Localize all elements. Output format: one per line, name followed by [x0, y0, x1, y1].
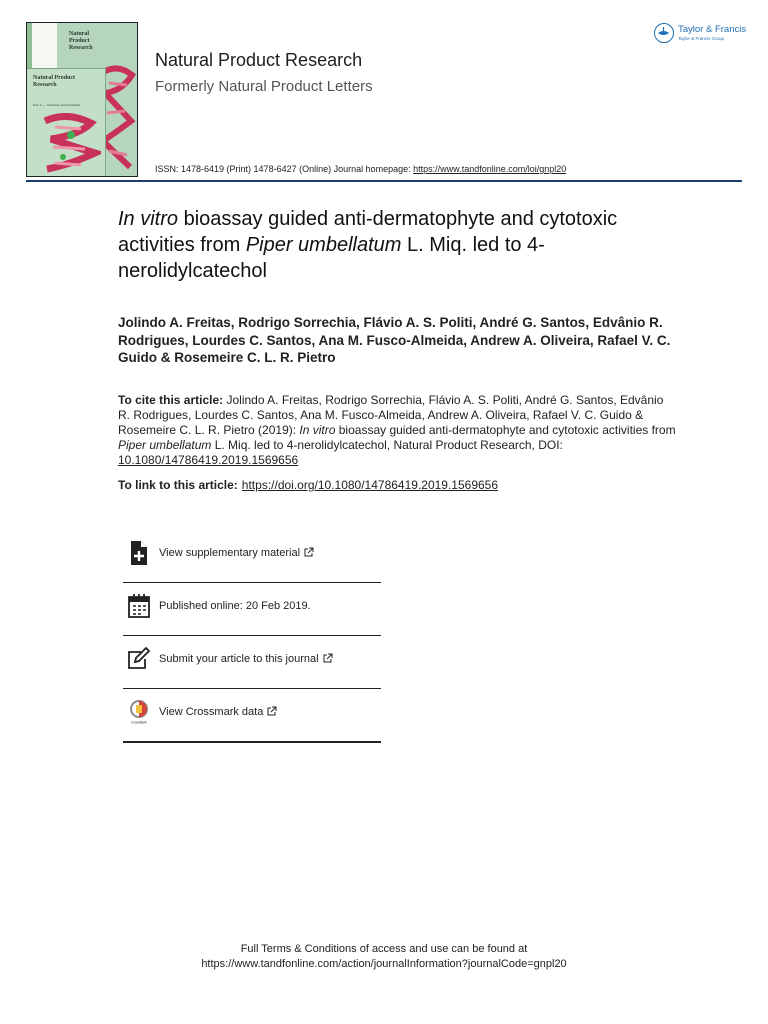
action-label: Submit your article to this journal: [159, 653, 333, 665]
citation-text-3: L. Miq. led to 4-nerolidylcatechol, Natural Product Research, DOI:: [211, 438, 563, 452]
file-plus-icon: [127, 540, 151, 566]
svg-text:CrossMark: CrossMark: [131, 720, 147, 725]
article-link-label: To link to this article:: [118, 478, 238, 492]
view-supplementary-material-link[interactable]: [123, 530, 381, 583]
journal-subtitle: Formerly Natural Product Letters: [155, 78, 373, 95]
edit-icon: [127, 646, 151, 672]
calendar-icon: [127, 593, 151, 619]
citation-italic-1: In vitro: [299, 423, 336, 437]
external-link-icon: [304, 547, 314, 557]
citation-label: To cite this article:: [118, 393, 224, 407]
cover-front-panel: [27, 68, 106, 177]
cover-title-text: Natural Product Research: [69, 31, 93, 51]
citation-italic-2: Piper umbellatum: [118, 438, 212, 452]
article-title: [118, 206, 678, 284]
article-title-italic-2: Piper umbellatum: [245, 234, 402, 256]
action-label: View Crossmark data: [159, 706, 277, 718]
citation-text-2: bioassay guided anti-dermatophyte and cytotoxic activities from: [335, 423, 676, 437]
published-online-date: Published online: 20 Feb 2019.: [159, 600, 311, 612]
issn-text: ISSN: 1478-6419 (Print) 1478-6427 (Online) Journal homepage:: [155, 164, 411, 174]
view-crossmark-link[interactable]: [123, 689, 381, 743]
external-link-icon: [323, 653, 333, 663]
journal-cover-image: [26, 22, 138, 177]
article-title-text-1: bioassay guided anti-dermatophyte and cytotoxic activities from: [118, 208, 618, 256]
citation-doi-link[interactable]: 10.1080/14786419.2019.1569656: [118, 453, 299, 467]
journal-title: Natural Product Research: [155, 50, 363, 70]
submit-article-link[interactable]: [123, 636, 381, 689]
external-link-icon: [267, 706, 277, 716]
publisher-name: Taylor & Francis: [678, 24, 747, 35]
journal-homepage-link[interactable]: https://www.tandfonline.com/loi/gnpl20: [413, 164, 567, 174]
taylor-francis-logo-icon: [654, 23, 674, 43]
terms-line-1: Full Terms & Conditions of access and use can be found at: [240, 943, 528, 955]
article-link-line: [118, 478, 498, 492]
article-title-text-2: L. Miq. led to 4-nerolidylcatechol: [118, 234, 545, 282]
citation-block: [118, 393, 678, 468]
cover-front-part: Part A — Structure and Synthesis: [33, 103, 80, 107]
article-doi-link[interactable]: https://doi.org/10.1080/14786419.2019.1569656: [241, 478, 499, 492]
terms-url[interactable]: https://www.tandfonline.com/action/journalInformation?journalCode=gnpl20: [201, 958, 567, 970]
cover-molecule-art-front: [41, 113, 101, 175]
crossmark-icon: [127, 699, 151, 725]
header-divider: [26, 180, 742, 182]
publisher-group: Taylor & Francis Group: [678, 36, 725, 41]
cover-front-title: Natural Product Research: [33, 75, 76, 88]
issn-line: [155, 164, 566, 174]
citation-text-1: Jolindo A. Freitas, Rodrigo Sorrechia, Flávio A. S. Politi, André G. Santos, Edvânio R. Rodrigues, Lourdes C. Santos, Ana M. Fusco-Almeida, Andrew A. Oliveira, Rafael V. C. Guido & Rosemeire C. L. R. Pietro (2019):: [118, 393, 664, 437]
article-title-italic-1: In vitro: [118, 208, 179, 230]
terms-footer: [0, 942, 768, 972]
action-label: View supplementary material: [159, 547, 314, 559]
published-online-info: [123, 583, 381, 636]
author-list: Jolindo A. Freitas, Rodrigo Sorrechia, Flávio A. S. Politi, André G. Santos, Edvânio R. Rodrigues, Lourdes C. Santos, Ana M. Fusco-Almeida, Andrew A. Oliveira, Rafael V. C. Guido & Rosemeire C. L. R. Pietro: [118, 315, 671, 365]
article-actions-list: [123, 530, 381, 743]
taylor-francis-logo[interactable]: [654, 22, 748, 48]
